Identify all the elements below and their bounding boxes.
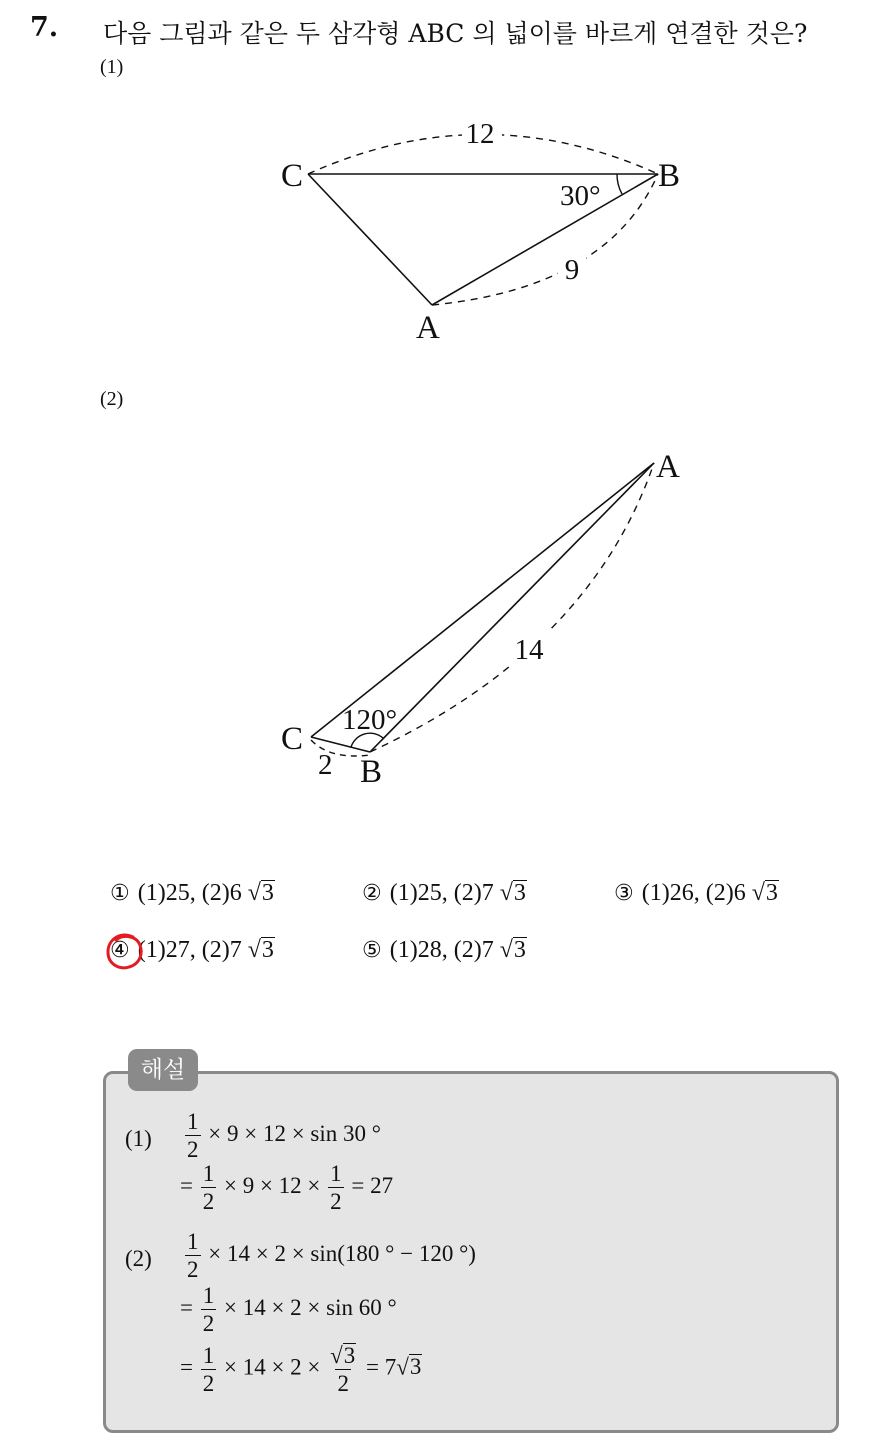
- frac-numerator-sqrt: √3: [330, 1343, 356, 1368]
- choice-3[interactable]: ③ (1)26, (2)6 √3: [614, 880, 778, 906]
- solution-label: 해설: [128, 1049, 198, 1091]
- choice-number: ⑤: [362, 938, 382, 963]
- choice-number: ④: [110, 938, 130, 963]
- side-ca: [308, 174, 432, 305]
- solution-part1-line1: [183, 1110, 381, 1161]
- side-cb-label: 2: [318, 749, 333, 781]
- vertex-b-label: B: [360, 754, 383, 790]
- frac-numerator: 1: [202, 1342, 215, 1368]
- frac-denominator: 2: [202, 1189, 215, 1214]
- choice-root: 3: [261, 880, 274, 906]
- solution-part2-line1: [183, 1230, 476, 1281]
- choice-root: 3: [765, 880, 778, 906]
- vertex-a-label: A: [416, 310, 440, 346]
- side-ab: [370, 463, 654, 752]
- side-ab: [432, 174, 658, 305]
- solution-part1-line2: [180, 1162, 393, 1213]
- solution-part2-tag: (2): [125, 1246, 152, 1271]
- solution-part1-tag: (1): [125, 1126, 152, 1151]
- equals-sign: =: [180, 1172, 193, 1198]
- choice-number: ③: [614, 881, 634, 906]
- result-text: = 7: [366, 1354, 397, 1380]
- frac-denominator: 2: [187, 1257, 199, 1282]
- side-ab-label: 14: [514, 634, 544, 666]
- expression-text: × 14 × 2 × sin 60 °: [223, 1294, 397, 1320]
- vertex-b-label: B: [658, 158, 681, 194]
- figure2-label: (2): [100, 388, 124, 410]
- equals-sign: =: [180, 1354, 193, 1380]
- frac-numerator: 1: [202, 1161, 215, 1186]
- equals-sign: =: [180, 1294, 193, 1320]
- sqrt-radicand: 3: [409, 1354, 422, 1380]
- frac-denominator: 2: [187, 1137, 199, 1162]
- expression-text: × 9 × 12 ×: [223, 1172, 321, 1198]
- frac-numerator: 1: [187, 1109, 199, 1134]
- choice-number: ②: [362, 881, 382, 906]
- result-text: = 27: [351, 1172, 394, 1198]
- choice-text: (1)28, (2)7: [389, 937, 494, 963]
- solution-part2-line2: [180, 1284, 397, 1335]
- choice-root: 3: [513, 880, 526, 906]
- figure1-triangle: [0, 0, 884, 380]
- vertex-c-label: C: [281, 721, 304, 757]
- frac-denominator: 2: [202, 1370, 215, 1396]
- choice-4[interactable]: ④ (1)27, (2)7 √3: [110, 937, 274, 963]
- choice-1[interactable]: ① (1)25, (2)6 √3: [110, 880, 274, 906]
- choice-text: (1)25, (2)7: [389, 880, 494, 906]
- frac-numerator: 1: [202, 1283, 215, 1308]
- choice-text: (1)25, (2)6: [137, 880, 242, 906]
- choice-number: ①: [110, 881, 130, 906]
- frac-denominator: 2: [330, 1189, 342, 1214]
- choice-5[interactable]: ⑤ (1)28, (2)7 √3: [362, 937, 526, 963]
- angle-b-label: 120°: [342, 704, 398, 736]
- expression-text: × 9 × 12 × sin 30 °: [208, 1120, 381, 1146]
- figure1-label: (1): [100, 56, 124, 78]
- figure2-triangle: [0, 420, 884, 800]
- angle-b-label: 30°: [560, 180, 601, 212]
- frac-numerator: 1: [187, 1229, 199, 1254]
- choice-text: (1)26, (2)6: [641, 880, 746, 906]
- angle-arc-b: [617, 174, 622, 194]
- choice-2[interactable]: ② (1)25, (2)7 √3: [362, 880, 526, 906]
- frac-numerator: 1: [330, 1161, 342, 1186]
- solution-part2-line3: = $\frac{1}{2}$ × 14 × 2 × $\frac{√3}{2}$ = 7√3: [180, 1342, 422, 1396]
- side-ca: [311, 463, 654, 737]
- vertex-c-label: C: [281, 158, 304, 194]
- choice-text: (1)27, (2)7: [137, 937, 242, 963]
- frac-denominator: 2: [202, 1311, 215, 1336]
- question-number: 7.: [30, 12, 59, 43]
- choice-root: 3: [261, 937, 274, 963]
- expression-text: × 14 × 2 × sin(180 ° − 120 °): [208, 1240, 476, 1266]
- expression-text: × 14 × 2 ×: [223, 1354, 321, 1380]
- frac-denominator: 2: [337, 1371, 349, 1396]
- vertex-a-label: A: [656, 449, 680, 485]
- side-cb-label: 12: [465, 118, 495, 150]
- answer-mark-circle: [103, 929, 147, 973]
- choice-root: 3: [513, 937, 526, 963]
- sqrt-radicand: 3: [343, 1343, 356, 1368]
- side-ab-label: 9: [564, 254, 580, 286]
- question-text: 다음 그림과 같은 두 삼각형 ABC 의 넓이를 바르게 연결한 것은?: [103, 19, 808, 48]
